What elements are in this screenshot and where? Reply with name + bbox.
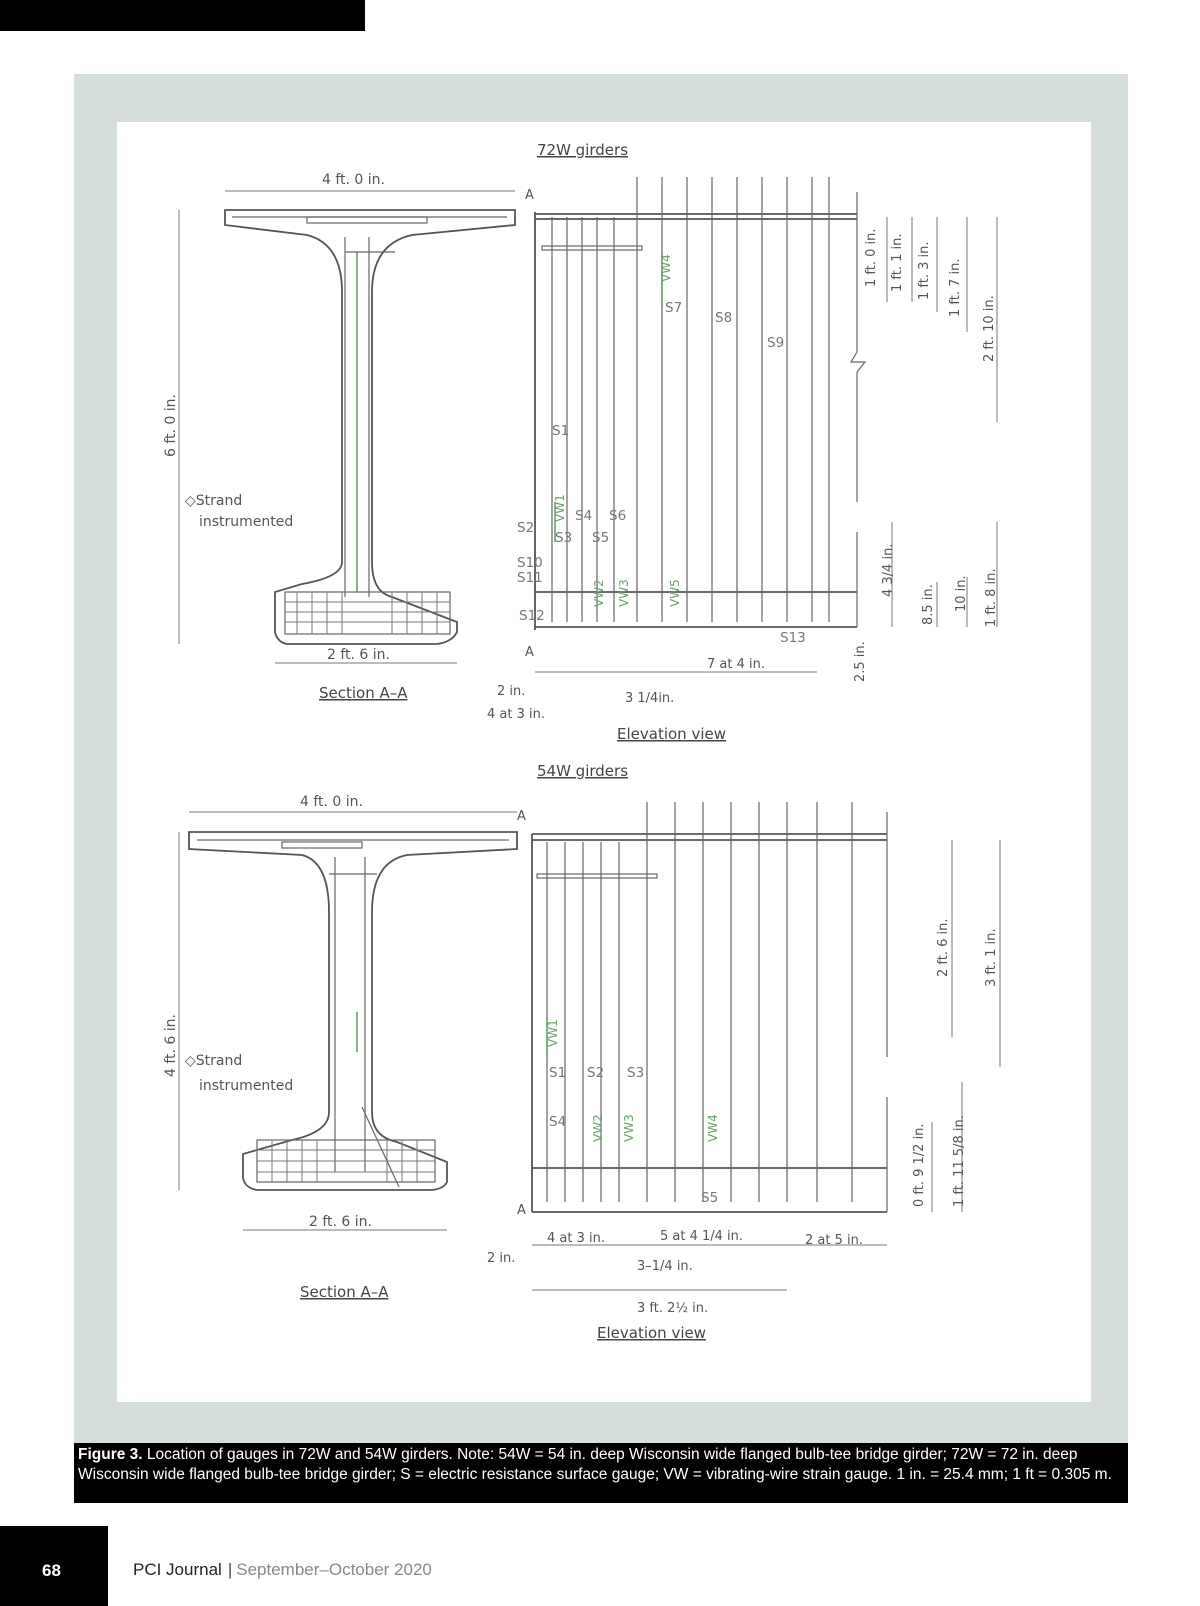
dim-72-r8: 10 in. — [954, 575, 969, 612]
strand-label-72-1: ◇Strand — [185, 493, 243, 509]
gauge-s7-72: S7 — [665, 300, 683, 316]
gauge-s8-72: S8 — [715, 310, 733, 326]
section-label-54: Section A–A — [300, 1283, 389, 1301]
dim-72-314: 3 1/4in. — [625, 691, 675, 706]
dim-72-r3: 1 ft. 3 in. — [917, 241, 932, 300]
dim-54-2at5: 2 at 5 in. — [805, 1233, 863, 1248]
strand-label-72-2: instrumented — [199, 514, 294, 530]
marker-a-bottom-72: A — [525, 645, 534, 660]
dim-72-r10: 2.5 in. — [853, 641, 868, 682]
vw3-54: VW3 — [622, 1114, 636, 1142]
title-54w: 54W girders — [537, 762, 629, 780]
strand-label-54-1: ◇Strand — [185, 1053, 243, 1069]
dim-72-r5: 2 ft. 10 in. — [982, 295, 997, 362]
gauge-s10-72: S10 — [517, 555, 543, 571]
gauge-s2-54: S2 — [587, 1065, 605, 1081]
dim-54-total: 3 ft. 2½ in. — [637, 1301, 709, 1316]
dim-72-r4: 1 ft. 7 in. — [948, 258, 963, 317]
caption-text: Location of gauges in 72W and 54W girders. Note: 54W = 54 in. deep Wisconsin wide flanged bulb-tee bridge girder; 72W = 72 in. deep Wisconsin wide flanged bulb-tee bridge girder; S = electric resistance surface gauge; VW = vibrating-wire strain gauge. 1 in. = 25.4 mm; 1 ft = 0.305 m. — [78, 1446, 1112, 1483]
dim-72-top-width: 4 ft. 0 in. — [322, 172, 385, 188]
dim-72-r9: 1 ft. 8 in. — [984, 568, 999, 627]
gauge-s9-72: S9 — [767, 335, 785, 351]
dim-54-r4: 1 ft. 11 5/8 in. — [952, 1115, 967, 1207]
elevation-label-54: Elevation view — [597, 1324, 706, 1342]
engineering-drawing — [117, 122, 1091, 1402]
gauge-s13-72: S13 — [780, 630, 806, 646]
gauge-s4-72: S4 — [575, 508, 593, 524]
dim-54-2in: 2 in. — [487, 1251, 516, 1266]
dim-54-height: 4 ft. 6 in. — [163, 1014, 179, 1077]
vw3-72: VW3 — [617, 579, 631, 607]
dim-54-4at3: 4 at 3 in. — [547, 1231, 605, 1246]
gauge-s4-54: S4 — [549, 1114, 567, 1130]
dim-72-bottom-width: 2 ft. 6 in. — [327, 647, 390, 663]
gauge-s1-54: S1 — [549, 1065, 567, 1081]
gauge-s3-72: S3 — [555, 530, 573, 546]
vw4-54: VW4 — [706, 1114, 720, 1142]
gauge-s3-54: S3 — [627, 1065, 645, 1081]
journal-name: PCI Journal — [133, 1560, 222, 1579]
page-number: 68 — [42, 1561, 61, 1580]
dim-72-r2: 1 ft. 1 in. — [890, 233, 905, 292]
dim-54-3-14: 3–1/4 in. — [637, 1259, 693, 1274]
vw5-72: VW5 — [668, 579, 682, 607]
gauge-s11-72: S11 — [517, 570, 543, 586]
section-54w — [163, 794, 517, 1301]
dim-72-r1: 1 ft. 0 in. — [864, 228, 879, 287]
gauge-s12-72: S12 — [519, 608, 545, 624]
marker-a-top-54: A — [517, 809, 526, 824]
dim-72-4at3: 4 at 3 in. — [487, 707, 545, 722]
header-bar — [0, 0, 365, 31]
dim-72-2in: 2 in. — [497, 684, 526, 699]
dim-72-height: 6 ft. 0 in. — [163, 394, 179, 457]
footer-separator: | — [227, 1560, 233, 1579]
gauge-s5-54: S5 — [701, 1190, 719, 1206]
elevation-72w — [487, 177, 999, 743]
vw4-72: VW4 — [659, 254, 673, 282]
section-72w — [163, 172, 515, 702]
vw2-54: VW2 — [591, 1114, 605, 1142]
section-label-72: Section A–A — [319, 684, 408, 702]
strand-label-54-2: instrumented — [199, 1078, 294, 1094]
vw2-72: VW2 — [592, 579, 606, 607]
journal-footer — [133, 1560, 432, 1580]
gauge-s1-72: S1 — [552, 423, 570, 439]
dim-54-5at414: 5 at 4 1/4 in. — [660, 1229, 744, 1244]
elevation-54w — [487, 802, 1000, 1342]
dim-72-spacing: 7 at 4 in. — [707, 657, 765, 672]
dim-54-r3: 0 ft. 9 1/2 in. — [912, 1123, 927, 1207]
marker-a-top-72: A — [525, 188, 534, 203]
dim-54-bottom-width: 2 ft. 6 in. — [309, 1214, 372, 1230]
vw1-72: VW1 — [553, 494, 567, 522]
dim-54-r2: 3 ft. 1 in. — [984, 928, 999, 987]
gauge-s6-72: S6 — [609, 508, 627, 524]
strand-grid-72 — [285, 592, 450, 634]
title-72w: 72W girders — [537, 141, 629, 159]
gauge-s2-72: S2 — [517, 520, 535, 536]
elevation-label-72: Elevation view — [617, 725, 726, 743]
dim-72-r7: 8.5 in. — [921, 584, 936, 625]
dim-54-top-width: 4 ft. 0 in. — [300, 794, 363, 810]
gauge-s5-72: S5 — [592, 530, 610, 546]
caption-label: Figure 3. — [78, 1446, 143, 1463]
issue-date: September–October 2020 — [236, 1560, 432, 1579]
dim-54-r1: 2 ft. 6 in. — [936, 918, 951, 977]
stirrups-72 — [552, 177, 829, 622]
figure-caption — [74, 1443, 1128, 1503]
girder-drawing-svg — [117, 122, 1091, 1402]
dim-72-r6: 4 3/4 in. — [881, 543, 896, 597]
vw1-54: VW1 — [546, 1019, 560, 1047]
marker-a-bottom-54: A — [517, 1203, 526, 1218]
